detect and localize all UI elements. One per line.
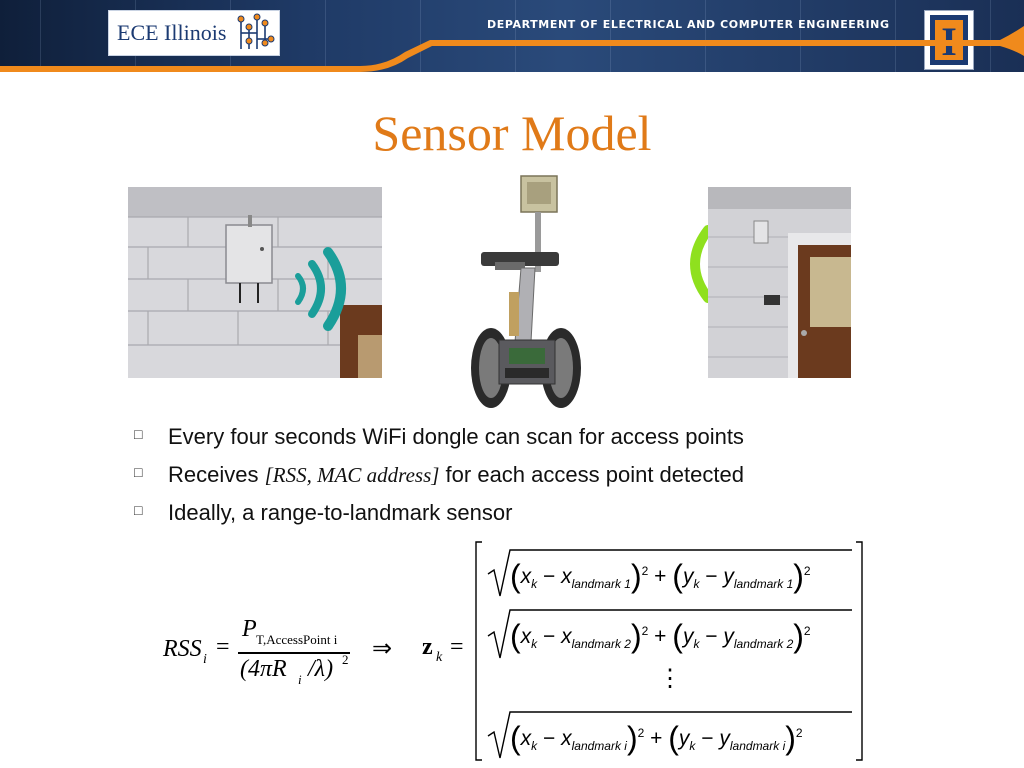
bullet-glyph: □	[134, 426, 143, 442]
denominator-tail: /λ)	[308, 656, 334, 682]
orange-swoosh	[0, 0, 1024, 80]
implies-arrow: ⇒	[372, 636, 393, 662]
logo-text: ECE Illinois	[117, 20, 227, 45]
denominator: (4πR	[240, 656, 287, 682]
bullet-suffix: for each access point detected	[445, 462, 744, 487]
slide-title: Sensor Model	[372, 105, 652, 161]
rss-equation	[160, 616, 464, 698]
wifi-signal-teal-icon	[288, 246, 358, 332]
numerator-sub: T,AccessPoint i	[256, 632, 338, 647]
bullet-text	[168, 462, 744, 488]
denominator-sup: 2	[342, 652, 349, 667]
equals-sign: =	[216, 634, 230, 660]
segway-robot-photo	[465, 172, 585, 417]
bullet-glyph: □	[134, 502, 143, 518]
range-vector	[474, 540, 864, 762]
bullet-math: [RSS, MAC address]	[264, 463, 440, 487]
fraction-bar	[238, 652, 350, 654]
vertical-ellipsis: ⋮	[658, 665, 682, 692]
bullet-prefix: Receives	[168, 462, 259, 487]
z-sub: k	[436, 650, 443, 665]
z-vector: z	[422, 634, 433, 660]
bullet-text: Every four seconds WiFi dongle can scan for access points	[168, 424, 744, 449]
denominator-sub: i	[298, 672, 302, 687]
bullet-item	[134, 500, 894, 538]
bullet-item	[134, 462, 894, 500]
bullet-text: Ideally, a range-to-landmark sensor	[168, 500, 513, 525]
department-name: DEPARTMENT OF ELECTRICAL AND COMPUTER ENGINEERING	[487, 18, 890, 31]
vector-row-1: $(x_k - x_{landmark 1})^2 + (y_k - y_{landmark 1})^2$	[510, 558, 811, 594]
access-point-photo-right	[708, 187, 851, 378]
rss-lhs: RSS	[163, 636, 202, 662]
bullet-item	[134, 424, 894, 462]
vector-row-2: $(x_k - x_{landmark 2})^2 + (y_k - y_{landmark 2})^2$	[510, 618, 811, 654]
equals-sign-2: =	[450, 634, 464, 660]
vector-row-i: $(x_k - x_{landmark i})^2 + (y_k - y_{landmark i})^2$	[510, 720, 803, 756]
numerator-p: P	[242, 616, 257, 642]
bullet-list	[134, 424, 894, 538]
rss-sub: i	[203, 652, 207, 667]
bullet-glyph: □	[134, 464, 143, 480]
